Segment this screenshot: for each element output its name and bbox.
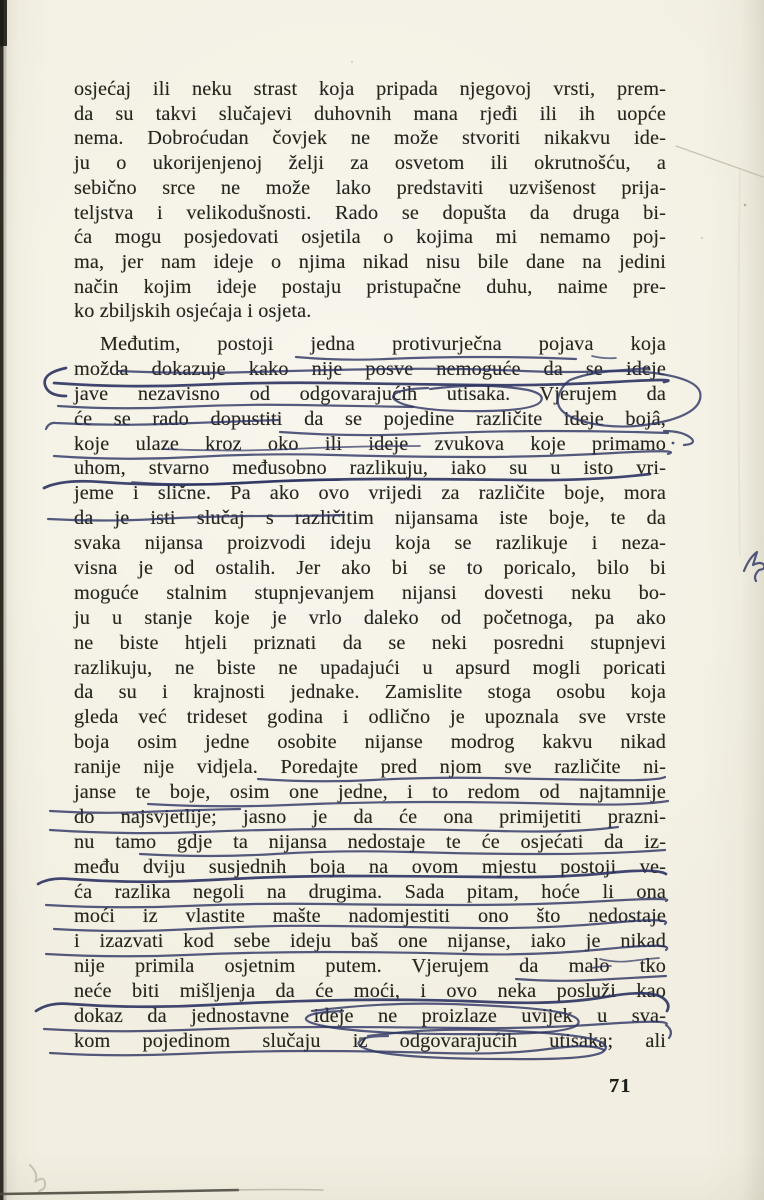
paper-speck	[701, 237, 703, 239]
text-line: moguće stalnim stupnjevanjem nijansi dovesti neku bo-	[74, 581, 666, 604]
text-line: koje ulaze kroz oko ili ideje zvukova koje primamo	[74, 432, 666, 455]
text-line: ranije nije vidjela. Poredajte pred njom sve različite ni-	[74, 756, 666, 779]
text-line: jeme i slične. Pa ako ovo vrijedi za različite boje, mora	[74, 482, 666, 505]
text-line: svaka nijansa proizvodi ideju koja se razlikuje i neza-	[74, 532, 666, 555]
text-line: nema. Dobroćudan čovjek ne može stvoriti nikakvu ide-	[74, 127, 666, 150]
pen-margin-mark	[744, 552, 764, 581]
scan-corner-blob	[0, 0, 7, 46]
text-line: ju o ukorijenjenoj želji za osvetom ili okrutnošću, a	[74, 152, 666, 175]
text-line: način kojim ideje postaju pristupačne duhu, naime pre-	[74, 275, 666, 298]
text-line: ma, jer nam ideje o njima nikad nisu bile dane na jedini	[74, 251, 666, 274]
text-line: dokaz da jednostavne ideje ne proizlaze uvijek u sva-	[74, 1005, 666, 1028]
scan-edge-left-shade	[4, 0, 7, 1200]
page-number: 71	[609, 1075, 632, 1097]
text-line: neće biti mišljenja da će moći, i ovo neka posluži kao	[74, 980, 666, 1003]
text-line: će se rado dopustiti da se pojedine različite ideje bojâ,	[74, 407, 666, 430]
text-line: visna je od ostalih. Jer ako bi se to poricalo, bilo bi	[74, 557, 666, 580]
text-line: nije primila osjetnim putem. Vjerujem da malo tko	[74, 955, 666, 978]
ink-dot	[672, 442, 675, 445]
text-line: moći iz vlastite mašte nadomjestiti ono što nedostaje	[74, 905, 666, 928]
scan-edge-left	[0, 0, 4, 1200]
text-line: da su takvi slučajevi duhovnih mana rjeđi ili ih uopće	[74, 102, 666, 125]
text-line: Međutim, postoji jedna protivurječna pojava koja	[100, 333, 666, 355]
text-line: ko zbiljskih osjećaja i osjeta.	[74, 300, 312, 323]
pen-tail	[664, 431, 693, 445]
paragraph-2	[74, 332, 666, 1054]
text-line: ne biste htjeli priznati da se neki posredni stupnjevi	[74, 631, 666, 654]
paper-crease	[739, 170, 741, 555]
text-line: da su i krajnosti jednake. Zamislite stoga osobu koja	[74, 681, 666, 704]
text-line: gleda već trideset godina i odlično je upoznala sve vrste	[74, 706, 666, 729]
text-line: jave nezavisno od odgovarajućih utisaka. Vjerujem da	[74, 382, 666, 405]
text-line: ju u stanje koje je vrlo daleko od početnoga, pa ako	[74, 606, 666, 629]
paper-speck	[351, 61, 353, 63]
pencil-smudge	[30, 1165, 45, 1191]
text-line: do najsvjetlije; jasno je da će ona primijetiti prazni-	[74, 805, 666, 828]
text-line: uhom, stvarno međusobno razlikuju, iako su u isto vri-	[74, 457, 666, 480]
text-line: ća mogu posjedovati osjetila o kojima mi nemamo poj-	[74, 226, 666, 249]
text-line: možda dokazuje kako nije posve nemoguće da se ideje	[74, 357, 666, 380]
text-line: razlikuju, ne biste ne upadajući u apsurd mogli poricati	[74, 656, 666, 679]
text-line: sebično srce ne može lako predstaviti uzvišenost prija-	[74, 176, 666, 199]
text-line: janse te boje, osim one jedne, i to redom od najtamnije	[74, 781, 666, 804]
text-line: ća razlika negoli na drugima. Sada pitam, hoće li ona	[74, 880, 666, 903]
scan-line-bottom	[0, 1190, 238, 1194]
text-line: među dviju susjednih boja na ovom mjestu postoji ve-	[74, 855, 666, 878]
text-line: da je isti slučaj s različitim nijansama iste boje, te da	[74, 507, 666, 530]
text-line: osjećaj ili neku strast koja pripada njegovoj vrsti, prem-	[74, 78, 666, 100]
text-line: i izazvati kod sebe ideju baš one nijanse, iako je nikad	[74, 930, 666, 953]
paper-speck	[744, 204, 747, 207]
scratch-mark	[676, 146, 764, 178]
pen-margin-loop	[45, 368, 66, 396]
text-line: teljstva i velikodušnosti. Rado se dopušta da druga bi-	[74, 201, 666, 224]
paragraph-1	[74, 77, 666, 324]
text-line: kom pojedinom slučaju iz odgovarajućih utisaka; ali	[74, 1029, 666, 1052]
text-line: boja osim jedne osobite nijanse modrog kakvu nikad	[74, 731, 666, 754]
scan-line-bottom-fade	[238, 1190, 323, 1191]
text-line: nu tamo gdje ta nijansa nedostaje te će osjećati da iz-	[74, 830, 666, 853]
